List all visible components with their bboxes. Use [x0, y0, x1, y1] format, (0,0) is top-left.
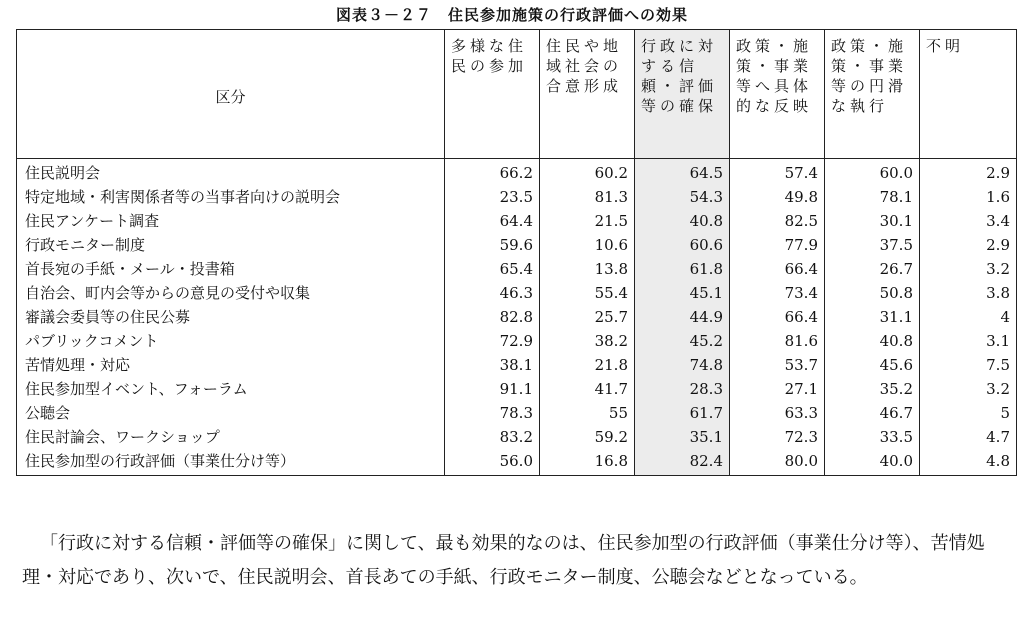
- table-cell: 73.4: [730, 281, 825, 305]
- table-cell: 78.1: [825, 185, 920, 209]
- table-cell: 7.5: [920, 353, 1017, 377]
- table-row: [17, 305, 1017, 329]
- table-cell: 60.0: [825, 159, 920, 186]
- table-cell: 10.6: [540, 233, 635, 257]
- header-row: [17, 30, 1017, 159]
- table-cell: 3.1: [920, 329, 1017, 353]
- table-cell: 45.6: [825, 353, 920, 377]
- table-cell: 57.4: [730, 159, 825, 186]
- table-row: [17, 185, 1017, 209]
- table-cell: 40.8: [825, 329, 920, 353]
- table-cell: 59.6: [445, 233, 540, 257]
- row-label: 特定地域・利害関係者等の当事者向けの説明会: [17, 185, 445, 209]
- table-cell: 40.8: [635, 209, 730, 233]
- table-cell: 23.5: [445, 185, 540, 209]
- row-label: 住民説明会: [17, 159, 445, 186]
- row-label: 苦情処理・対応: [17, 353, 445, 377]
- table-cell: 82.5: [730, 209, 825, 233]
- table-cell: 44.9: [635, 305, 730, 329]
- table-cell: 27.1: [730, 377, 825, 401]
- table-cell: 66.4: [730, 305, 825, 329]
- table-cell: 3.2: [920, 257, 1017, 281]
- table-cell: 31.1: [825, 305, 920, 329]
- table-row: [17, 377, 1017, 401]
- table-cell: 82.8: [445, 305, 540, 329]
- table-cell: 41.7: [540, 377, 635, 401]
- table-cell: 35.2: [825, 377, 920, 401]
- row-label: 住民参加型の行政評価（事業仕分け等）: [17, 449, 445, 476]
- table-cell: 21.5: [540, 209, 635, 233]
- table-cell: 64.5: [635, 159, 730, 186]
- table-cell: 55.4: [540, 281, 635, 305]
- table-cell: 61.7: [635, 401, 730, 425]
- table-row: [17, 425, 1017, 449]
- row-label: 住民討論会、ワークショップ: [17, 425, 445, 449]
- table-cell: 55: [540, 401, 635, 425]
- header-unknown: 不明: [920, 30, 1017, 159]
- table-cell: 28.3: [635, 377, 730, 401]
- table-cell: 3.4: [920, 209, 1017, 233]
- row-label: 住民アンケート調査: [17, 209, 445, 233]
- table-cell: 56.0: [445, 449, 540, 476]
- row-label: 自治会、町内会等からの意見の受付や収集: [17, 281, 445, 305]
- table-cell: 78.3: [445, 401, 540, 425]
- table-row: [17, 209, 1017, 233]
- table-cell: 83.2: [445, 425, 540, 449]
- table-cell: 59.2: [540, 425, 635, 449]
- table-cell: 3.8: [920, 281, 1017, 305]
- table-cell: 64.4: [445, 209, 540, 233]
- table-cell: 5: [920, 401, 1017, 425]
- table-cell: 4.8: [920, 449, 1017, 476]
- table-row: [17, 257, 1017, 281]
- header-diverse-participation: 多様な住民の参加: [445, 30, 540, 159]
- table-cell: 65.4: [445, 257, 540, 281]
- figure-title: 図表３－２７ 住民参加施策の行政評価への効果: [335, 6, 688, 24]
- table-cell: 46.7: [825, 401, 920, 425]
- table-cell: 1.6: [920, 185, 1017, 209]
- table-cell: 54.3: [635, 185, 730, 209]
- header-category: 区分: [17, 30, 445, 159]
- table-cell: 91.1: [445, 377, 540, 401]
- table-cell: 81.3: [540, 185, 635, 209]
- table-cell: 81.6: [730, 329, 825, 353]
- table-cell: 35.1: [635, 425, 730, 449]
- table-cell: 21.8: [540, 353, 635, 377]
- table-cell: 53.7: [730, 353, 825, 377]
- table-cell: 26.7: [825, 257, 920, 281]
- table-cell: 37.5: [825, 233, 920, 257]
- table-cell: 3.2: [920, 377, 1017, 401]
- table-cell: 13.8: [540, 257, 635, 281]
- table-cell: 30.1: [825, 209, 920, 233]
- table-cell: 82.4: [635, 449, 730, 476]
- header-trust-evaluation: 行政に対する信頼・評価等の確保: [635, 30, 730, 159]
- row-label: 審議会委員等の住民公募: [17, 305, 445, 329]
- header-smooth-execution: 政策・施策・事業等の円滑な執行: [825, 30, 920, 159]
- table-cell: 2.9: [920, 233, 1017, 257]
- table-cell: 38.2: [540, 329, 635, 353]
- table-cell: 38.1: [445, 353, 540, 377]
- table-cell: 50.8: [825, 281, 920, 305]
- table-row: [17, 449, 1017, 476]
- row-label: 行政モニター制度: [17, 233, 445, 257]
- table-row: [17, 159, 1017, 186]
- evaluation-effect-table: [16, 29, 1017, 476]
- table-row: [17, 353, 1017, 377]
- body-paragraph: [22, 527, 1012, 595]
- row-label: 住民参加型イベント、フォーラム: [17, 377, 445, 401]
- table-cell: 49.8: [730, 185, 825, 209]
- table-cell: 72.9: [445, 329, 540, 353]
- table-row: [17, 401, 1017, 425]
- header-policy-reflection: 政策・施策・事業等へ具体的な反映: [730, 30, 825, 159]
- table-row: [17, 329, 1017, 353]
- header-consensus-building: 住民や地域社会の合意形成: [540, 30, 635, 159]
- table-cell: 40.0: [825, 449, 920, 476]
- table-body: [17, 159, 1017, 476]
- table-cell: 16.8: [540, 449, 635, 476]
- table-cell: 4.7: [920, 425, 1017, 449]
- table-cell: 2.9: [920, 159, 1017, 186]
- row-label: パブリックコメント: [17, 329, 445, 353]
- table-cell: 60.2: [540, 159, 635, 186]
- row-label: 公聴会: [17, 401, 445, 425]
- table-cell: 63.3: [730, 401, 825, 425]
- paragraph-text: 「行政に対する信頼・評価等の確保」に関して、最も効果的なのは、住民参加型の行政評価（事業仕分け等）、苦情処理・対応であり、次いで、住民説明会、首長あての手紙、行政モニター制度、公聴会などとなっている。: [22, 533, 985, 588]
- table-row: [17, 281, 1017, 305]
- table-cell: 25.7: [540, 305, 635, 329]
- table-cell: 45.2: [635, 329, 730, 353]
- row-label: 首長宛の手紙・メール・投書箱: [17, 257, 445, 281]
- table-cell: 61.8: [635, 257, 730, 281]
- table-cell: 60.6: [635, 233, 730, 257]
- table-cell: 46.3: [445, 281, 540, 305]
- table-row: [17, 233, 1017, 257]
- table-cell: 4: [920, 305, 1017, 329]
- table-cell: 33.5: [825, 425, 920, 449]
- table-cell: 66.2: [445, 159, 540, 186]
- table-cell: 72.3: [730, 425, 825, 449]
- table-cell: 45.1: [635, 281, 730, 305]
- table-cell: 74.8: [635, 353, 730, 377]
- table-cell: 80.0: [730, 449, 825, 476]
- table-cell: 77.9: [730, 233, 825, 257]
- table-cell: 66.4: [730, 257, 825, 281]
